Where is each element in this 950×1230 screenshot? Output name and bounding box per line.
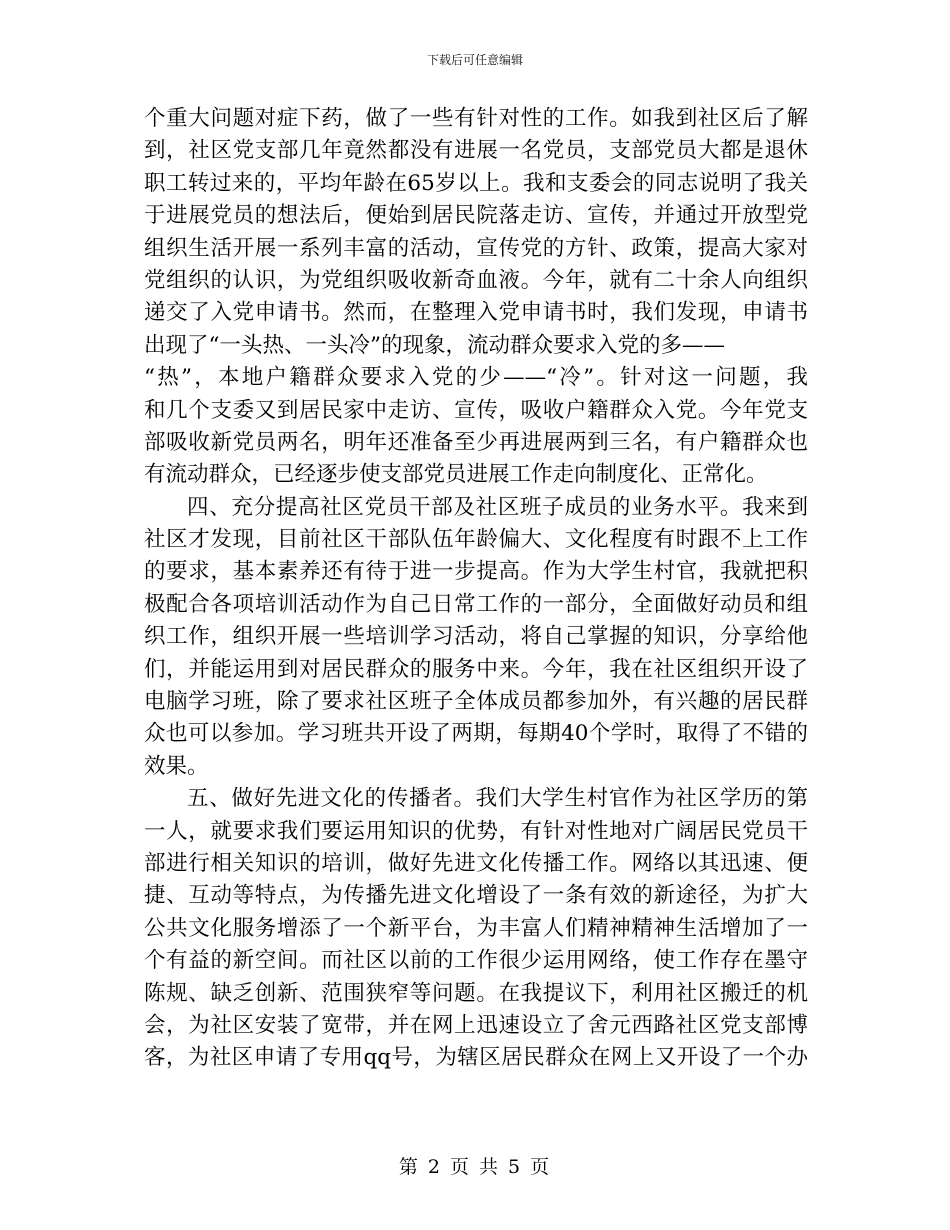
text-line: 织工作，组织开展一些培训学习活动，将自己掌握的知识，分享给他: [144, 624, 808, 650]
text-line: 个有益的新空间。而社区以前的工作很少运用网络，使工作存在墨守: [144, 948, 808, 974]
text-line: 职工转过来的，平均年龄在65岁以上。我和支委会的同志说明了我关: [144, 170, 808, 196]
text-line: 们，并能运用到对居民群众的服务中来。今年，我在社区组织开设了: [144, 656, 808, 682]
text-line: 党组织的认识，为党组织吸收新奇血液。今年，就有二十余人向组织: [144, 267, 808, 293]
paragraph-start-line: 四、充分提高社区党员干部及社区班子成员的业务水平。我来到: [187, 494, 808, 520]
text-line: 于进展党员的想法后，便始到居民院落走访、宣传，并通过开放型党: [144, 203, 808, 229]
text-line: 捷、互动等特点，为传播先进文化增设了一条有效的新途径，为扩大: [144, 883, 808, 909]
document-body: [144, 103, 808, 1075]
text-line: 部吸收新党员两名，明年还准备至少再进展两到三名，有户籍群众也: [144, 429, 808, 455]
text-line: 的要求，基本素养还有待于进一步提高。作为大学生村官，我就把积: [144, 559, 808, 585]
text-line: 有流动群众，已经逐步使支部党员进展工作走向制度化、正常化。: [144, 462, 768, 488]
page-number: 第 2 页 共 5 页: [398, 1156, 552, 1178]
text-line: 电脑学习班，除了要求社区班子全体成员都参加外，有兴趣的居民群: [144, 689, 808, 715]
text-line: 客，为社区申请了专用qq号，为辖区居民群众在网上又开设了一个办: [144, 1045, 808, 1071]
text-line: 递交了入党申请书。然而，在整理入党申请书时，我们发现，申请书: [144, 300, 808, 326]
text-line: 会，为社区安装了宽带，并在网上迅速设立了舍元西路社区党支部博: [144, 1012, 808, 1038]
text-line: 公共文化服务增添了一个新平台，为丰富人们精神精神生活增加了一: [144, 915, 808, 941]
text-line: 部进行相关知识的培训，做好先进文化传播工作。网络以其迅速、便: [144, 850, 808, 876]
text-line: 一人，就要求我们要运用知识的优势，有针对性地对广阔居民党员干: [144, 818, 808, 844]
text-line: “热”，本地户籍群众要求入党的少——“冷”。针对这一问题，我: [144, 365, 808, 391]
page-header: 下载后可任意编辑: [426, 53, 523, 67]
text-line: 极配合各项培训活动作为自己日常工作的一部分，全面做好动员和组: [144, 591, 808, 617]
text-line: 和几个支委又到居民家中走访、宣传，吸收户籍群众入党。今年党支: [144, 397, 808, 423]
text-line: 个重大问题对症下药，做了一些有针对性的工作。如我到社区后了解: [144, 106, 808, 131]
text-line: 效果。: [144, 753, 209, 779]
text-line: 众也可以参加。学习班共开设了两期，每期40个学时，取得了不错的: [144, 721, 808, 747]
text-line: 组织生活开展一系列丰富的活动，宣传党的方针、政策，提高大家对: [144, 235, 808, 261]
text-line: 出现了“一头热、一头冷”的现象，流动群众要求入党的多——: [144, 332, 725, 358]
text-line: 社区才发现，目前社区干部队伍年龄偏大、文化程度有时跟不上工作: [144, 527, 808, 553]
paragraph-start-line: 五、做好先进文化的传播者。我们大学生村官作为社区学历的第: [187, 786, 808, 812]
text-line: 陈规、缺乏创新、范围狭窄等问题。在我提议下，利用社区搬迁的机: [144, 980, 808, 1006]
text-line: 到，社区党支部几年竟然都没有进展一名党员，支部党员大都是退休: [144, 138, 808, 164]
